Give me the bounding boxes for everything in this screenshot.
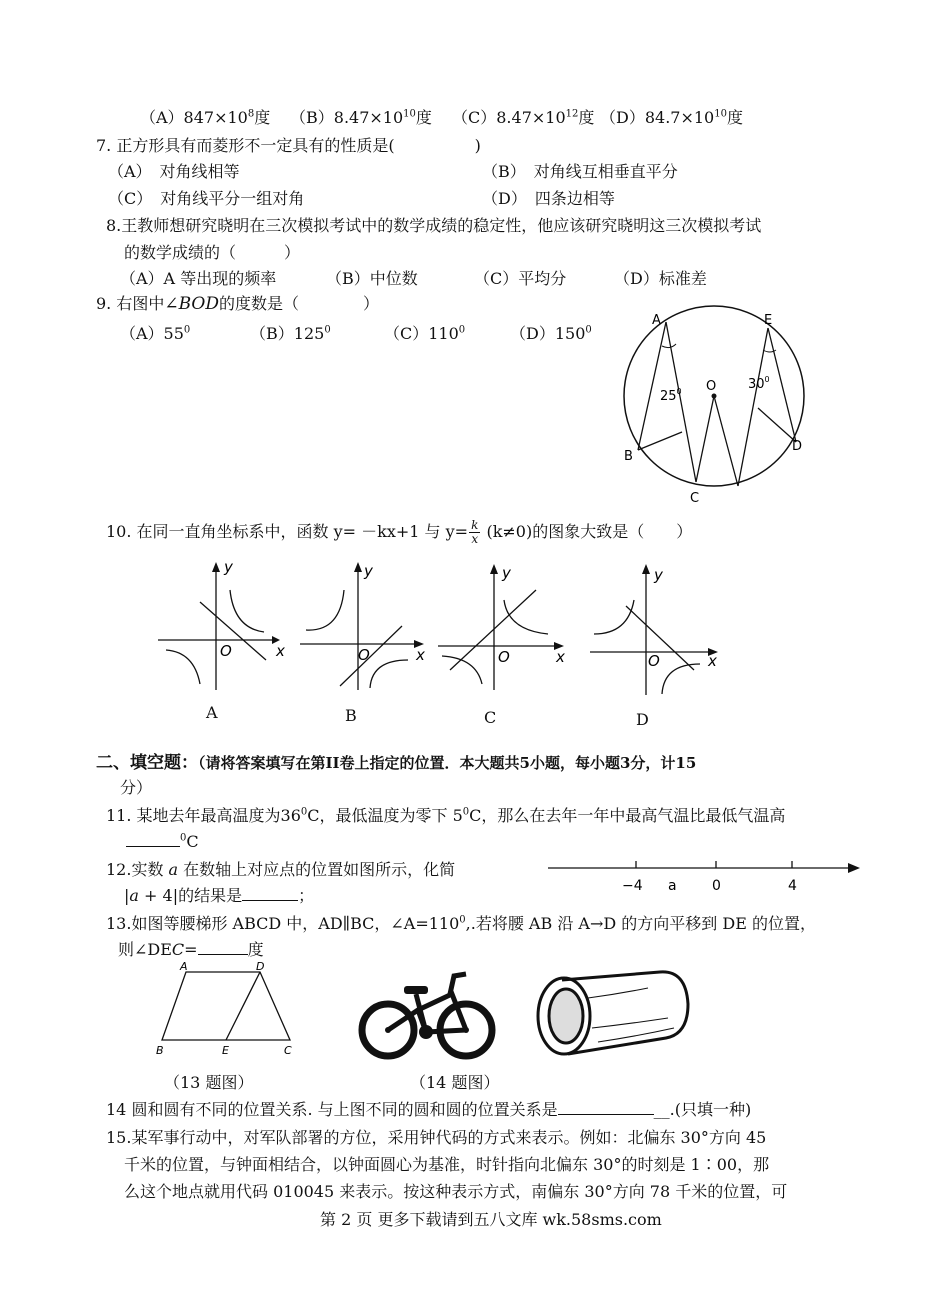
q10-graph-d-label: D: [636, 710, 649, 729]
page-footer: 第 2 页 更多下载请到五八文库 wk.58sms.com: [320, 1210, 662, 1229]
section-note-continued: 分）: [120, 778, 153, 797]
q13-answer-line: 则∠DEC= 度: [118, 940, 264, 959]
q9-option-b: $(B)125^0$: [250, 324, 331, 343]
svg-text:x: x: [276, 642, 285, 660]
label-a: A: [652, 313, 661, 328]
pipe-icon: [528, 968, 690, 1064]
q10-graph-b: [298, 560, 433, 690]
svg-text:O: O: [358, 646, 370, 664]
svg-text:y: y: [364, 562, 373, 580]
svg-text:O: O: [648, 652, 660, 670]
q8-option-a: （A）A 等出现的频率: [120, 269, 277, 288]
caption-13: （13 题图）: [164, 1073, 254, 1092]
svg-text:x: x: [556, 648, 565, 666]
q7-option-d: （D） 四条边相等: [482, 189, 615, 208]
q7-stem: 7. 正方形具有而菱形不一定具有的性质是( ): [96, 136, 481, 155]
q15-line1: 15.某军事行动中，对军队部署的方位，采用钟代码的方式来表示。例如：北偏东 30°方向 45: [106, 1128, 767, 1147]
q9-option-d: $(D)150^0$: [510, 324, 592, 343]
svg-text:E: E: [222, 1044, 229, 1057]
q11-stem: 11. 某地去年最高温度为$36^0C$，最低温度为零下 $5^0C$，那么在去年一年中最高气温比最低气温高: [106, 806, 786, 825]
q15-line3: 么这个地点就用代码 010045 来表示。按这种表示方式，南偏东 30°方向 78 千米的位置，可: [124, 1182, 788, 1201]
segment-o: [714, 396, 738, 486]
q9-option-a: $(A)55^0$: [120, 324, 191, 343]
q9-stem: 9. 右图中∠BOD的度数是（ ）: [96, 294, 379, 314]
q6-option-c: $(C)8.47\times 10^{12}$度: [452, 108, 595, 127]
svg-text:B: B: [156, 1044, 164, 1057]
svg-text:−4: −4: [622, 878, 643, 894]
q10-graph-a: [158, 560, 288, 690]
angle-label-25: $25^0$: [660, 387, 682, 404]
q10-graph-c-label: C: [484, 708, 497, 727]
q11-blank: [126, 846, 180, 847]
q10-graph-d: [590, 560, 725, 695]
q8-option-b: （B）中位数: [326, 269, 418, 288]
q7-option-a: （A） 对角线相等: [108, 162, 240, 181]
svg-text:D: D: [256, 960, 265, 973]
svg-text:O: O: [498, 648, 510, 666]
svg-text:A: A: [180, 960, 188, 973]
q12-stem: 12.实数 a 在数轴上对应点的位置如图所示，化简: [106, 860, 456, 879]
svg-text:0: 0: [712, 878, 721, 894]
q10-fraction: $\frac{k}{x}$: [471, 518, 479, 546]
segment-d: [758, 408, 796, 442]
q9-circle-figure: [620, 310, 820, 510]
label-d: D: [792, 439, 803, 454]
segment-b: [638, 432, 682, 450]
q10-graph-c: [438, 560, 573, 690]
angle-label-30: $30^0$: [748, 375, 770, 392]
q12-answer-line: |a + 4|的结果是 ；: [124, 886, 315, 905]
q9-option-c: $(C)110^0$: [384, 324, 466, 343]
svg-text:y: y: [502, 564, 511, 582]
label-e: E: [764, 313, 773, 328]
segment-oc: [696, 396, 714, 482]
section-heading: 二、填空题：（请将答案填写在第II卷上指定的位置．本大题共5小题，每小题3分，计15: [96, 753, 697, 773]
label-b: B: [624, 449, 633, 464]
q8-stem-line2: 的数学成绩的（ ）: [124, 243, 301, 262]
label-c: C: [690, 491, 700, 506]
svg-text:y: y: [654, 566, 663, 584]
chord-ec: [738, 328, 768, 486]
q10-graph-b-label: B: [345, 706, 357, 725]
q6-option-d: $(D)84.7\times 10^{10}$度: [600, 108, 743, 127]
q12-blank: [242, 900, 298, 901]
svg-text:x: x: [416, 646, 425, 664]
svg-text:x: x: [708, 652, 717, 670]
q14-stem: 14 圆和圆有不同的位置关系. 与上图不同的圆和圆的位置关系是 __.(只填一种): [106, 1100, 752, 1119]
bicycle-icon: [356, 966, 500, 1062]
q8-option-c: （C）平均分: [474, 269, 567, 288]
caption-14: （14 题图）: [410, 1073, 500, 1092]
label-o: O: [706, 379, 717, 394]
q6-option-a: $(A)847\times 10^8$度: [140, 108, 271, 127]
q10-graph-a-label: A: [206, 703, 218, 722]
svg-text:O: O: [220, 642, 232, 660]
q10-stem: 10. 在同一直角坐标系中，函数 y= －kx+1 与 y= $\frac{k}{x}$ (k≠0)的图象大致是（ ）: [106, 518, 693, 546]
angle-arc-a: [662, 344, 676, 348]
svg-text:a: a: [668, 878, 677, 894]
q7-option-b: （B） 对角线互相垂直平分: [482, 162, 678, 181]
svg-text:C: C: [284, 1044, 292, 1057]
svg-text:4: 4: [788, 878, 797, 894]
q7-option-c: （C） 对角线平分一组对角: [108, 189, 305, 208]
q14-blank: [558, 1114, 654, 1115]
q8-option-d: （D）标准差: [614, 269, 707, 288]
q11-answer-line: $^0$C: [126, 832, 199, 852]
center-point-o: [712, 394, 717, 399]
svg-text:y: y: [224, 558, 233, 576]
q13-stem: 13.如图等腰梯形 ABCD 中，AD∥BC，$\angle A=110^0$,.若将腰 AB 沿 A→D 的方向平移到 DE 的位置，: [106, 914, 816, 933]
q15-line2: 千米的位置，与钟面相结合，以钟面圆心为基准，时针指向北偏东 30°的时刻是 1∶00，那: [124, 1155, 770, 1174]
chord-ed: [768, 328, 796, 442]
q13-blank: [198, 954, 248, 955]
q8-stem-line1: 8.王教师想研究晓明在三次模拟考试中的数学成绩的稳定性，他应该研究晓明这三次模拟考试: [106, 216, 762, 235]
q6-option-b: $(B)8.47\times 10^{10}$度: [290, 108, 432, 127]
q12-number-line: [546, 858, 862, 898]
q13-trapezoid-figure: [154, 960, 304, 1060]
